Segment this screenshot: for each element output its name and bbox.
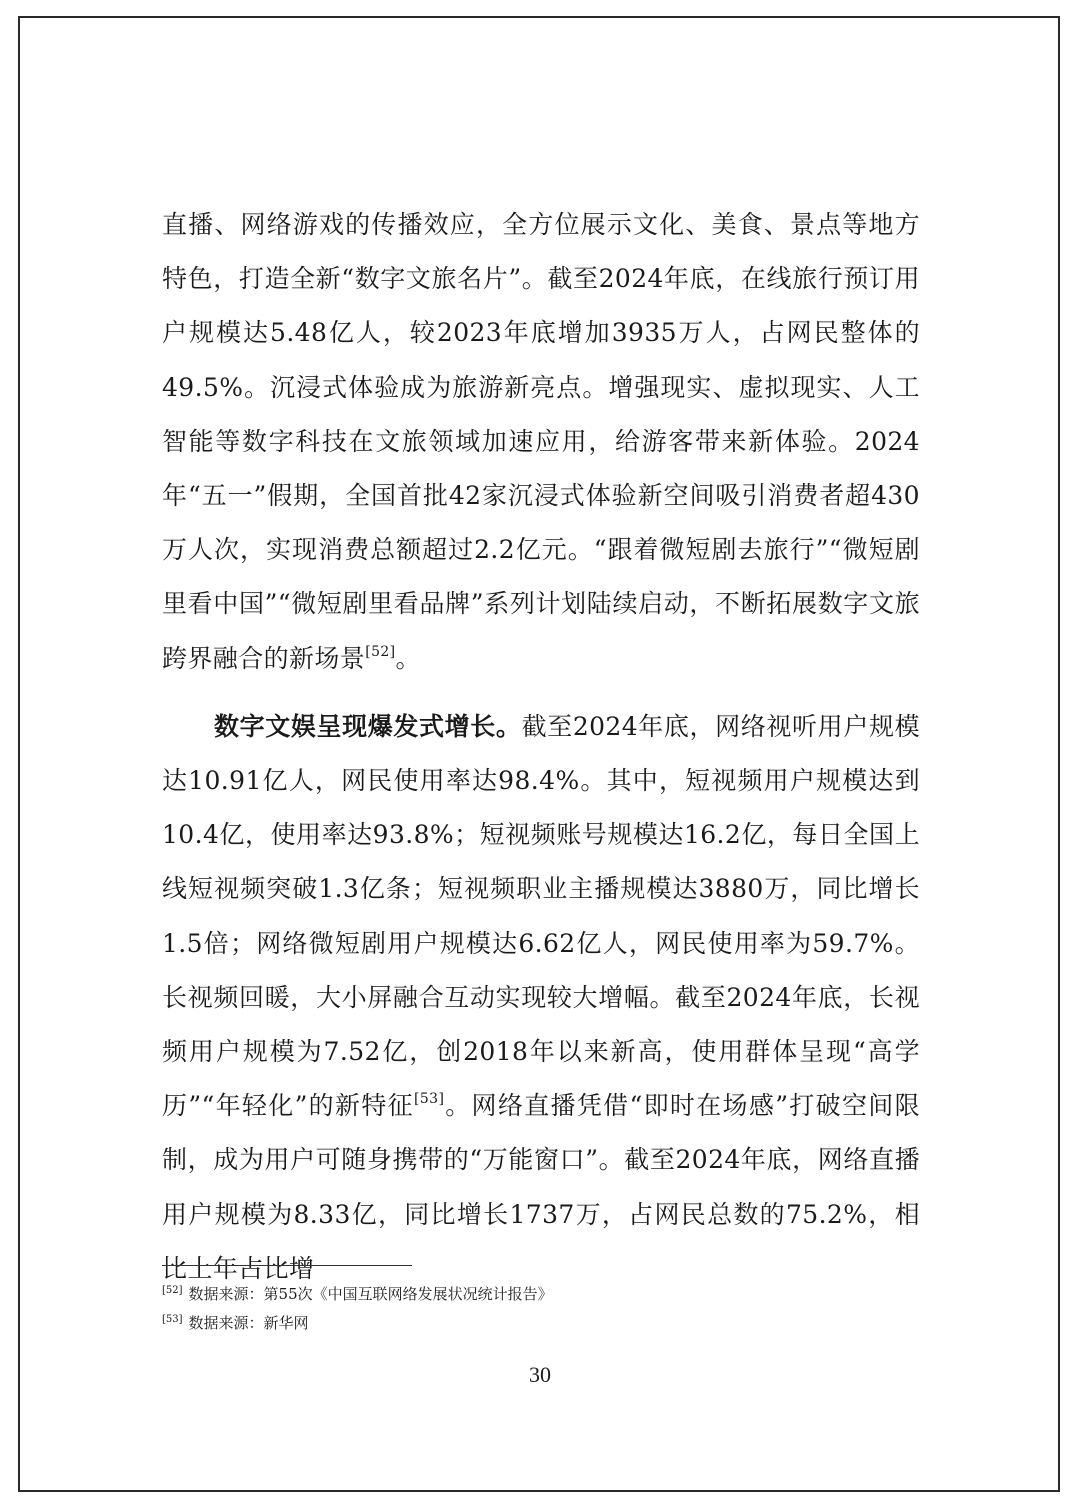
- footnote-52: [162, 1278, 922, 1307]
- footnote-text: 数据来源：第55次《中国互联网络发展状况统计报告》: [188, 1285, 553, 1303]
- footnotes: [162, 1278, 922, 1336]
- paragraph-lead: 数字文娱呈现爆发式增长。: [214, 711, 522, 741]
- footnote-mark: [53]: [162, 1314, 183, 1325]
- page-number: 30: [529, 1362, 551, 1387]
- body-text: [162, 198, 920, 1296]
- paragraph-digital-tourism: [162, 198, 920, 686]
- footnote-ref-52[interactable]: [52]: [365, 643, 396, 660]
- paragraph-text: 截至2024年底，网络视听用户规模达10.91亿人，网民使用率达98.4%。其中，短视频用户规模达到10.4亿，使用率达93.8%；短视频账号规模达16.2亿，每日全国上线短视频突破1.3亿条；短视频职业主播规模达3880万，同比增长1.5倍；网络微短剧用户规模达6.62亿人，网民使用率为59.7%。长视频回暖，大小屏融合互动实现较大增幅。截至2024年底，长视频用户规模为7.52亿，创2018年以来新高，使用群体呈现“高学历”“年轻化”的新特征: [162, 711, 920, 1121]
- footnote-53: [162, 1307, 922, 1336]
- footnote-text: 数据来源：新华网: [188, 1314, 309, 1332]
- paragraph-text: 直播、网络游戏的传播效应，全方位展示文化、美食、景点等地方特色，打造全新“数字文旅名片”。截至2024年底，在线旅行预订用户规模达5.48亿人，较2023年底增加3935万人，占网民整体的49.5%。沉浸式体验成为旅游新亮点。增强现实、虚拟现实、人工智能等数字科技在文旅领域加速应用，给游客带来新体验。2024年“五一”假期，全国首批42家沉浸式体验新空间吸引消费者超430万人次，实现消费总额超过2.2亿元。“跟着微短剧去旅行”“微短剧里看中国”“微短剧里看品牌”系列计划陆续启动，不断拓展数字文旅跨界融合的新场景: [162, 210, 920, 673]
- paragraph-end: 。: [395, 643, 421, 673]
- paragraph-digital-entertainment: [162, 700, 920, 1296]
- footnote-ref-53[interactable]: [53]: [413, 1091, 445, 1108]
- paragraph-text-continued: 。网络直播凭借“即时在场感”打破空间限制，成为用户可随身携带的“万能窗口”。截至2024年底，网络直播用户规模为8.33亿，同比增长1737万，占网民总数的75.2%，相比上年占比增: [162, 1091, 920, 1283]
- footnote-mark: [52]: [162, 1285, 183, 1296]
- footnote-divider: [162, 1265, 412, 1266]
